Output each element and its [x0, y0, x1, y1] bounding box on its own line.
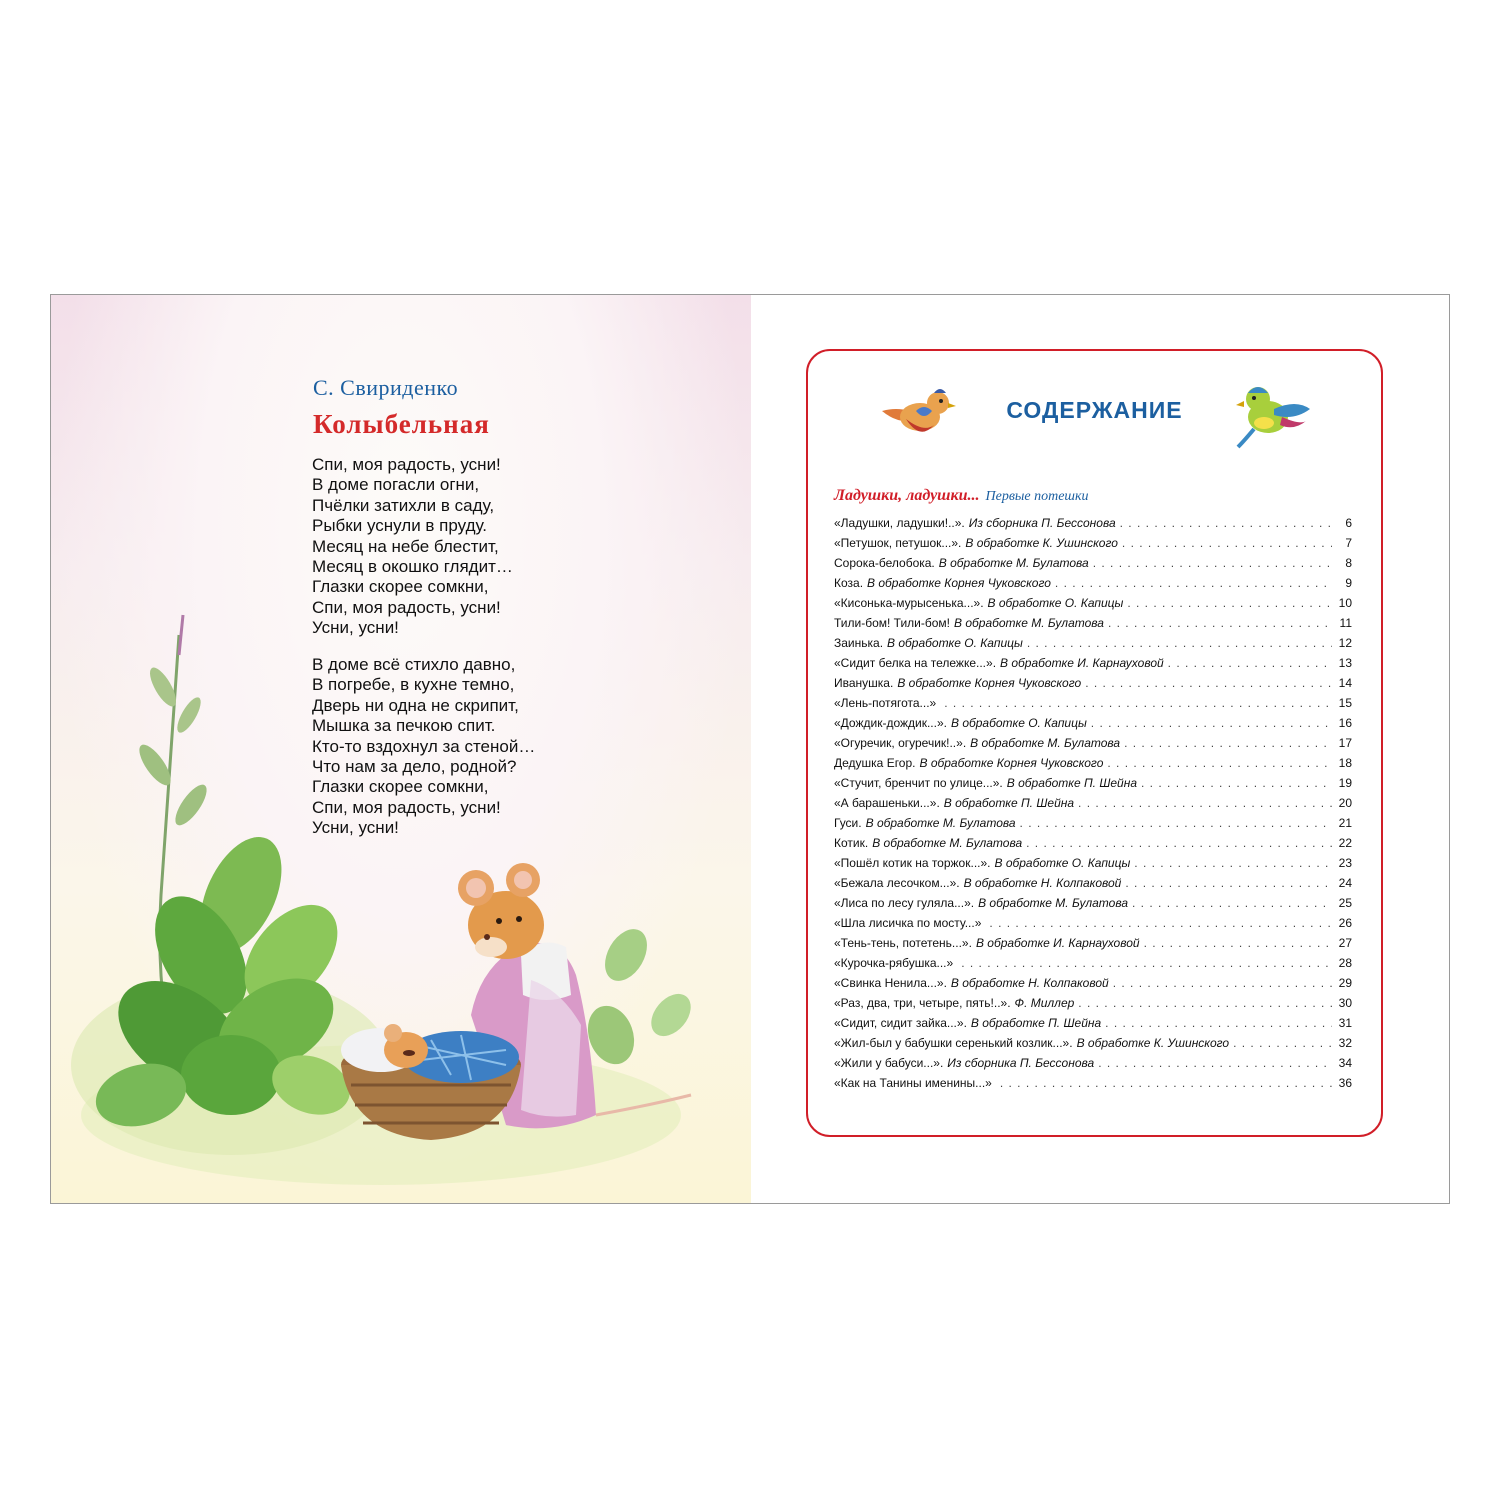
- toc-leader-dots: [1055, 576, 1332, 590]
- toc-entry[interactable]: [834, 956, 1352, 976]
- section-subtitle: Первые потешки: [985, 489, 1089, 504]
- toc-entry[interactable]: [834, 896, 1352, 916]
- toc-entry-title: «Огуречик, огуречик!..».: [834, 736, 967, 750]
- toc-leader-dots: [1020, 816, 1332, 830]
- left-page: [51, 295, 751, 1203]
- toc-entry[interactable]: [834, 656, 1352, 676]
- toc-entry[interactable]: [834, 736, 1352, 756]
- toc-entry[interactable]: [834, 856, 1352, 876]
- toc-entry-source: В обработке И. Карнауховой: [975, 936, 1140, 950]
- section-title: Ладушки, ладушки...: [834, 487, 980, 504]
- poem-line: Дверь ни одна не скрипит,: [312, 695, 519, 715]
- poem-line: Спи, моя радость, усни!: [312, 797, 501, 817]
- poem-line: Спи, моя радость, усни!: [312, 597, 501, 617]
- poem-line: Мышка за печкою спит.: [312, 716, 496, 736]
- toc-leader-dots: [1141, 776, 1332, 790]
- toc-entry-title: «Раз, два, три, четыре, пять!..».: [834, 996, 1011, 1010]
- poem-line: Глазки скорее сомкни,: [312, 777, 489, 797]
- toc-entry-page: 20: [1338, 796, 1352, 810]
- toc-entry-title: «Как на Танины именины...»: [834, 1076, 992, 1090]
- toc-entry-page: 28: [1338, 956, 1352, 970]
- toc-entry[interactable]: [834, 776, 1352, 796]
- toc-entry[interactable]: [834, 1076, 1352, 1096]
- toc-entry-page: 25: [1338, 896, 1352, 910]
- toc-entry[interactable]: [834, 936, 1352, 956]
- poem-author: С. Свириденко: [313, 375, 459, 400]
- toc-entry-page: 16: [1338, 716, 1352, 730]
- toc-leader-dots: [1122, 536, 1332, 550]
- toc-leader-dots: [1120, 516, 1332, 530]
- toc-section-heading: [834, 487, 1089, 505]
- toc-entry[interactable]: [834, 536, 1352, 556]
- toc-entries: [834, 516, 1352, 1096]
- toc-entry-source: В обработке Корнея Чуковского: [867, 576, 1051, 590]
- toc-entry-title: Котик.: [834, 836, 869, 850]
- toc-entry-title: «Жили у бабуси...».: [834, 1056, 944, 1070]
- toc-entry-page: 26: [1338, 916, 1352, 930]
- poem-line: В доме всё стихло давно,: [312, 655, 516, 674]
- toc-entry[interactable]: [834, 516, 1352, 536]
- toc-leader-dots: [961, 956, 1332, 970]
- poem-line: Усни, усни!: [312, 818, 399, 838]
- toc-leader-dots: [1144, 936, 1332, 950]
- toc-entry-page: 23: [1338, 856, 1352, 870]
- toc-entry[interactable]: [834, 976, 1352, 996]
- toc-entry[interactable]: [834, 576, 1352, 596]
- toc-entry-title: «Сидит белка на тележке...».: [834, 656, 997, 670]
- poem-line: Рыбки уснули в пруду.: [312, 516, 488, 536]
- poem-line: Пчёлки затихли в саду,: [312, 495, 495, 515]
- toc-leader-dots: [1132, 896, 1332, 910]
- toc-entry-title: «Ладушки, ладушки!..».: [834, 516, 965, 530]
- toc-entry-source: В обработке О. Капицы: [951, 716, 1087, 730]
- book-spread: [50, 294, 1450, 1204]
- toc-leader-dots: [1027, 636, 1332, 650]
- toc-leader-dots: [989, 916, 1332, 930]
- toc-entry-source: В обработке Корнея Чуковского: [919, 756, 1104, 770]
- toc-entry-source: Из сборника П. Бессонова: [968, 516, 1116, 530]
- table-of-contents: [806, 349, 1383, 1137]
- toc-entry-source: В обработке П. Шейна: [1006, 776, 1138, 790]
- poem-line: Спи, моя радость, усни!: [312, 455, 501, 474]
- poem-line: Усни, усни!: [312, 618, 399, 638]
- toc-entry-page: 8: [1345, 556, 1352, 570]
- toc-entry-source: В обработке К. Ушинского: [965, 536, 1118, 550]
- toc-leader-dots: [1125, 876, 1332, 890]
- toc-leader-dots: [1124, 736, 1332, 750]
- toc-entry-source: В обработке М. Булатова: [970, 736, 1121, 750]
- toc-entry-title: Тили-бом! Тили-бом!: [834, 616, 951, 630]
- toc-entry-source: В обработке М. Булатова: [865, 816, 1016, 830]
- toc-entry-source: Ф. Миллер: [1014, 996, 1075, 1010]
- toc-entry-source: В обработке Н. Колпаковой: [950, 976, 1109, 990]
- toc-entry-source: В обработке К. Ушинского: [1076, 1036, 1230, 1050]
- toc-entry-source: В обработке И. Карнауховой: [1000, 656, 1164, 670]
- toc-entry[interactable]: [834, 1036, 1352, 1056]
- toc-entry[interactable]: [834, 916, 1352, 936]
- toc-entry[interactable]: [834, 636, 1352, 656]
- toc-leader-dots: [944, 696, 1332, 710]
- toc-entry[interactable]: [834, 996, 1352, 1016]
- toc-entry-page: 27: [1338, 936, 1352, 950]
- toc-entry[interactable]: [834, 676, 1352, 696]
- poem-line: Месяц на небе блестит,: [312, 536, 499, 556]
- toc-entry[interactable]: [834, 1016, 1352, 1036]
- toc-entry-title: «Жил-был у бабушки серенький козлик...».: [834, 1036, 1073, 1050]
- toc-entry-title: Иванушка.: [834, 676, 894, 690]
- toc-leader-dots: [1233, 1036, 1332, 1050]
- toc-entry-source: В обработке Н. Колпаковой: [963, 876, 1122, 890]
- toc-entry-page: 34: [1338, 1056, 1352, 1070]
- toc-entry[interactable]: [834, 816, 1352, 836]
- toc-entry-page: 24: [1338, 876, 1352, 890]
- toc-leader-dots: [1078, 996, 1332, 1010]
- toc-leader-dots: [1113, 976, 1332, 990]
- poem-stanza-1: [312, 455, 513, 639]
- toc-entry-title: «Кисонька-мурысенька...».: [834, 596, 984, 610]
- toc-entry-page: 19: [1338, 776, 1352, 790]
- toc-entry-page: 31: [1338, 1016, 1352, 1030]
- toc-entry-page: 29: [1338, 976, 1352, 990]
- toc-entry-title: «Петушок, петушок...».: [834, 536, 962, 550]
- toc-entry-title: «Лень-потягота...»: [834, 696, 937, 710]
- toc-entry-source: В обработке М. Булатова: [954, 616, 1104, 630]
- poem-line: Что нам за дело, родной?: [312, 757, 517, 777]
- toc-entry[interactable]: [834, 836, 1352, 856]
- toc-leader-dots: [1091, 716, 1332, 730]
- poem-line: В погребе, в кухне темно,: [312, 675, 515, 695]
- toc-entry-page: 10: [1338, 596, 1352, 610]
- toc-entry-title: «Сидит, сидит зайка...».: [834, 1016, 967, 1030]
- poem-line: Кто-то вздохнул за стеной…: [312, 736, 536, 756]
- toc-entry-title: «Дождик-дождик...».: [834, 716, 947, 730]
- toc-entry[interactable]: [834, 696, 1352, 716]
- toc-entry[interactable]: [834, 616, 1352, 636]
- toc-entry-title: «Свинка Ненила...».: [834, 976, 947, 990]
- toc-entry-page: 7: [1345, 536, 1352, 550]
- toc-entry-source: В обработке П. Шейна: [943, 796, 1075, 810]
- toc-entry-page: 6: [1345, 516, 1352, 530]
- toc-entry-title: «Пошёл котик на торжок...».: [834, 856, 991, 870]
- toc-leader-dots: [1107, 756, 1332, 770]
- toc-entry[interactable]: [834, 556, 1352, 576]
- toc-leader-dots: [1105, 1016, 1332, 1030]
- toc-entry-source: В обработке М. Булатова: [872, 836, 1023, 850]
- toc-entry-source: Из сборника П. Бессонова: [947, 1056, 1095, 1070]
- toc-leader-dots: [1078, 796, 1332, 810]
- toc-entry-page: 14: [1338, 676, 1352, 690]
- toc-entry-title: Дедушка Егор.: [834, 756, 916, 770]
- poem-title: Колыбельная: [313, 409, 490, 439]
- toc-entry-page: 11: [1339, 616, 1352, 630]
- toc-entry-source: В обработке О. Капицы: [994, 856, 1131, 870]
- toc-entry[interactable]: [834, 876, 1352, 896]
- toc-entry-title: «Курочка-рябушка...»: [834, 956, 954, 970]
- toc-entry-page: 9: [1345, 576, 1352, 590]
- poem-line: В доме погасли огни,: [312, 475, 480, 495]
- toc-entry-title: «Стучит, бренчит по улице...».: [834, 776, 1003, 790]
- toc-entry-title: Сорока-белобока.: [834, 556, 935, 570]
- toc-entry-title: Коза.: [834, 576, 864, 590]
- toc-entry[interactable]: [834, 1056, 1352, 1076]
- toc-entry[interactable]: [834, 756, 1352, 776]
- toc-entry-source: В обработке О. Капицы: [887, 636, 1023, 650]
- toc-entry-title: Заинька.: [834, 636, 884, 650]
- bird-icon: [1234, 379, 1314, 449]
- toc-entry-title: «Бежала лесочком...».: [834, 876, 960, 890]
- toc-entry-source: В обработке Корнея Чуковского: [897, 676, 1082, 690]
- toc-entry-page: 32: [1338, 1036, 1352, 1050]
- toc-entry-title: «А барашеньки...».: [834, 796, 940, 810]
- toc-entry[interactable]: [834, 596, 1352, 616]
- toc-leader-dots: [1085, 676, 1332, 690]
- toc-entry-title: «Тень-тень, потетень...».: [834, 936, 972, 950]
- right-page: [751, 295, 1449, 1203]
- toc-entry-page: 22: [1338, 836, 1352, 850]
- toc-entry-source: В обработке О. Капицы: [987, 596, 1124, 610]
- toc-leader-dots: [1098, 1056, 1332, 1070]
- toc-entry-page: 12: [1338, 636, 1352, 650]
- poem-line: Глазки скорее сомкни,: [312, 577, 489, 597]
- toc-leader-dots: [1108, 616, 1332, 630]
- toc-entry-title: «Лиса по лесу гуляла...».: [834, 896, 975, 910]
- toc-entry-page: 13: [1338, 656, 1352, 670]
- toc-entry[interactable]: [834, 796, 1352, 816]
- toc-title: СОДЕРЖАНИЕ: [1006, 397, 1183, 423]
- toc-entry-title: Гуси.: [834, 816, 862, 830]
- toc-entry-source: В обработке М. Булатова: [938, 556, 1089, 570]
- toc-entry[interactable]: [834, 716, 1352, 736]
- poem-line: Месяц в окошко глядит…: [312, 557, 513, 577]
- toc-entry-page: 21: [1338, 816, 1352, 830]
- toc-entry-page: 17: [1338, 736, 1352, 750]
- toc-entry-source: В обработке М. Булатова: [978, 896, 1129, 910]
- toc-entry-page: 18: [1338, 756, 1352, 770]
- toc-leader-dots: [1093, 556, 1332, 570]
- toc-leader-dots: [1127, 596, 1332, 610]
- toc-leader-dots: [1168, 656, 1332, 670]
- toc-leader-dots: [1134, 856, 1332, 870]
- poem-stanza-2: [312, 655, 535, 839]
- toc-entry-page: 36: [1338, 1076, 1352, 1090]
- toc-entry-source: В обработке П. Шейна: [970, 1016, 1102, 1030]
- toc-entry-page: 15: [1338, 696, 1352, 710]
- toc-entry-title: «Шла лисичка по мосту...»: [834, 916, 982, 930]
- toc-leader-dots: [1000, 1076, 1332, 1090]
- toc-entry-page: 30: [1338, 996, 1352, 1010]
- toc-leader-dots: [1026, 836, 1332, 850]
